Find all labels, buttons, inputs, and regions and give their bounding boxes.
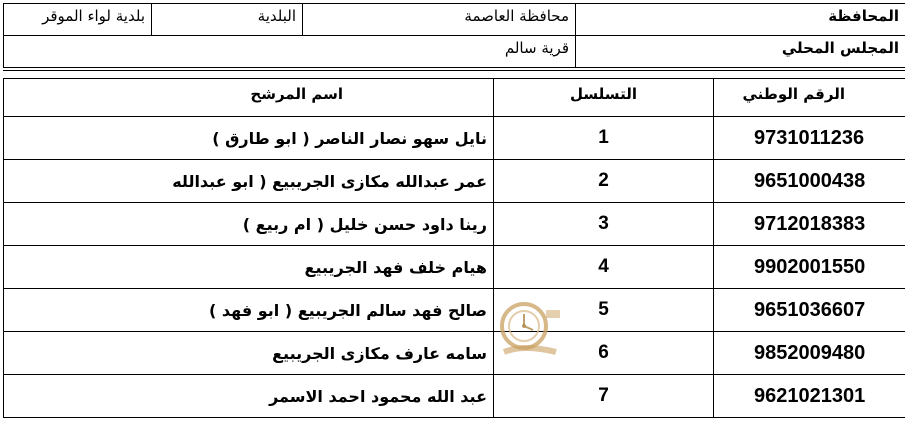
sequence-number: 5 bbox=[494, 289, 714, 332]
table-row bbox=[4, 203, 905, 246]
municipality-value: بلدية لواء الموقر bbox=[4, 4, 152, 36]
sequence-number: 3 bbox=[494, 203, 714, 246]
municipality-label: البلدية bbox=[152, 4, 303, 36]
sequence-number: 7 bbox=[494, 375, 714, 418]
sequence-number: 2 bbox=[494, 160, 714, 203]
national-id: 9621021301 bbox=[714, 375, 905, 418]
national-id: 9651000438 bbox=[714, 160, 905, 203]
header-table bbox=[3, 3, 905, 68]
section-divider bbox=[3, 70, 905, 71]
column-header-sequence: التسلسل bbox=[494, 79, 714, 117]
national-id: 9731011236 bbox=[714, 117, 905, 160]
table-row bbox=[4, 246, 905, 289]
council-value: قرية سالم bbox=[4, 36, 576, 68]
candidate-name: صالح فهد سالم الجريبيع ( ابو فهد ) bbox=[4, 289, 494, 332]
column-header-candidate-name: اسم المرشح bbox=[4, 79, 494, 117]
candidate-name: هيام خلف فهد الجريبيع bbox=[4, 246, 494, 289]
table-row bbox=[4, 160, 905, 203]
national-id: 9651036607 bbox=[714, 289, 905, 332]
national-id: 9712018383 bbox=[714, 203, 905, 246]
table-row bbox=[4, 332, 905, 375]
governorate-value: محافظة العاصمة bbox=[303, 4, 576, 36]
table-header-row bbox=[4, 79, 905, 117]
candidate-name: عبد الله محمود احمد الاسمر bbox=[4, 375, 494, 418]
candidate-name: سامه عارف مكازى الجريبيع bbox=[4, 332, 494, 375]
national-id: 9902001550 bbox=[714, 246, 905, 289]
table-row bbox=[4, 289, 905, 332]
column-header-national-id: الرقم الوطني bbox=[714, 79, 905, 117]
candidate-name: عمر عبدالله مكازى الجريبيع ( ابو عبدالله bbox=[4, 160, 494, 203]
candidates-table bbox=[3, 78, 905, 418]
national-id: 9852009480 bbox=[714, 332, 905, 375]
header-row-council bbox=[4, 36, 905, 68]
governorate-label: المحافظة bbox=[576, 4, 905, 36]
candidate-name: رينا داود حسن خليل ( ام ربيع ) bbox=[4, 203, 494, 246]
table-row bbox=[4, 375, 905, 418]
header-row-location bbox=[4, 4, 905, 36]
table-row bbox=[4, 117, 905, 160]
candidate-name: نايل سهو نصار الناصر ( ابو طارق ) bbox=[4, 117, 494, 160]
sequence-number: 4 bbox=[494, 246, 714, 289]
council-label: المجلس المحلي bbox=[576, 36, 905, 68]
sequence-number: 6 bbox=[494, 332, 714, 375]
sequence-number: 1 bbox=[494, 117, 714, 160]
